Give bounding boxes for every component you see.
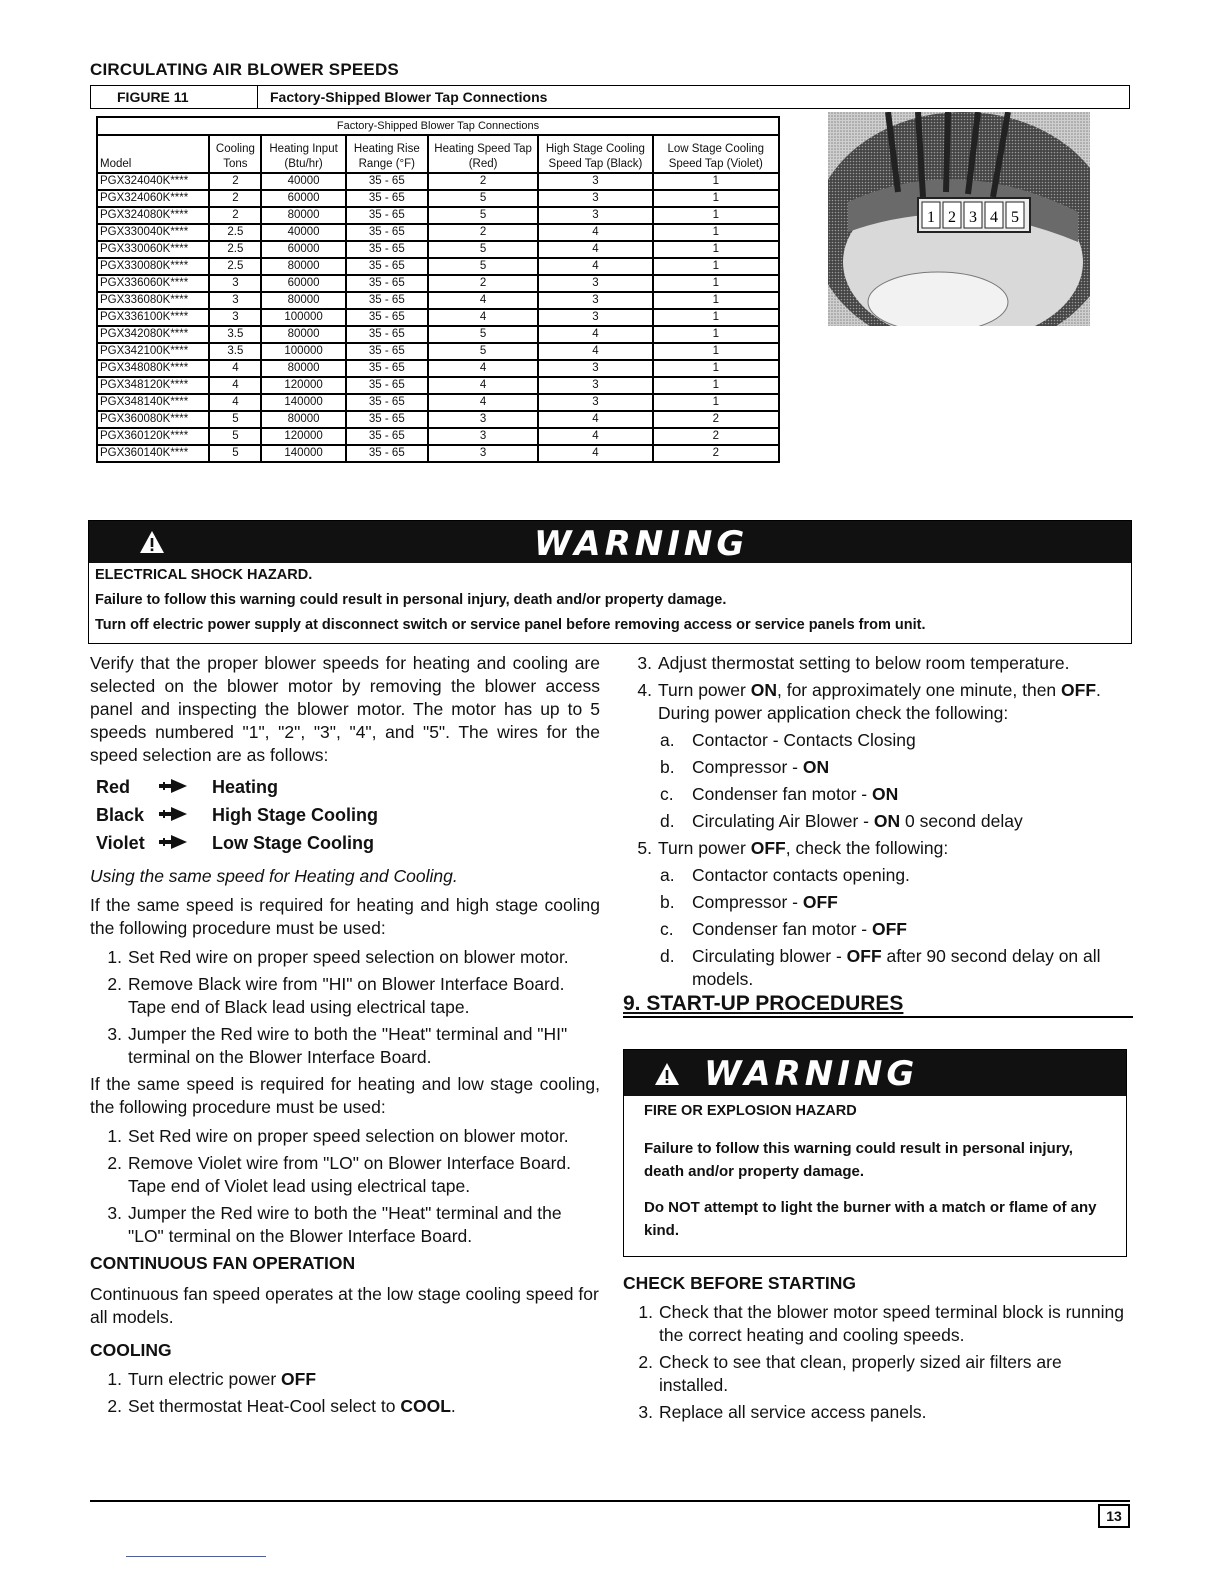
table-caption: Factory-Shipped Blower Tap Connections [97, 117, 779, 135]
figure-number: FIGURE 11 [91, 86, 258, 108]
startup-heading: 9. START-UP PROCEDURES [623, 992, 904, 1015]
table-cell: 3.5 [209, 326, 261, 343]
high-stage-steps [90, 946, 600, 1069]
table-cell: 5 [428, 343, 538, 360]
table-cell: 2 [653, 411, 779, 428]
table-cell: 2 [428, 275, 538, 292]
table-cell: 5 [428, 207, 538, 224]
table-cell: 35 - 65 [346, 326, 428, 343]
table-cell: 80000 [261, 411, 345, 428]
table-cell: 35 - 65 [346, 241, 428, 258]
table-cell: 40000 [261, 224, 345, 241]
table-row [97, 377, 779, 394]
figure-caption: Factory-Shipped Blower Tap Connections [270, 89, 548, 105]
list-item: 3. Replace all service access panels. [638, 1402, 927, 1422]
arrow-icon [158, 804, 212, 827]
check-steps [623, 1301, 1135, 1424]
cooling-step-5 [630, 837, 1135, 860]
wire-color-row [96, 801, 600, 829]
footer-rule [90, 1500, 1130, 1502]
table-cell: 40000 [261, 173, 345, 190]
table-cell: 35 - 65 [346, 343, 428, 360]
table-cell: 35 - 65 [346, 275, 428, 292]
table-row [97, 309, 779, 326]
model-cell: PGX324080K**** [97, 207, 209, 224]
table-row [97, 241, 779, 258]
table-cell: 5 [209, 411, 261, 428]
table-cell: 3 [428, 428, 538, 445]
low-stage-steps [90, 1125, 600, 1248]
table-cell: 4 [428, 292, 538, 309]
blower-terminal-illustration [828, 112, 1090, 326]
warning-instruction: Turn off electric power supply at disconnect switch or service panel before removing access or service panels from unit. [95, 617, 926, 633]
table-row [97, 360, 779, 377]
table-cell: 1 [653, 326, 779, 343]
model-cell: PGX324060K**** [97, 190, 209, 207]
table-cell: 1 [653, 207, 779, 224]
warning-consequence: Failure to follow this warning could result in personal injury, death and/or property damage. [95, 592, 727, 608]
table-cell: 5 [428, 241, 538, 258]
blower-terminal-photo [828, 112, 1090, 326]
table-cell: 5 [428, 190, 538, 207]
table-cell: 1 [653, 377, 779, 394]
table-cell: 1 [653, 224, 779, 241]
table-cell: 2 [653, 445, 779, 462]
table-cell: 4 [209, 360, 261, 377]
right-column [630, 652, 1135, 995]
terminal-label: 2 [948, 209, 956, 226]
warning-title: WARNING [704, 1054, 919, 1094]
table-cell: 3 [538, 377, 652, 394]
fire-warning-box [623, 1049, 1127, 1257]
wire-color-row [96, 773, 600, 801]
electrical-warning-box [88, 520, 1132, 644]
table-cell: 35 - 65 [346, 207, 428, 224]
table-cell: 1 [653, 292, 779, 309]
figure-caption-bar [90, 85, 1130, 109]
list-item: 1. Turn electric power OFF [107, 1369, 317, 1389]
list-item: 2. Set thermostat Heat-Cool select to COOL. [107, 1396, 456, 1416]
table-cell: 2 [209, 173, 261, 190]
model-cell: PGX348120K**** [97, 377, 209, 394]
table-cell: 35 - 65 [346, 394, 428, 411]
table-cell: 120000 [261, 428, 345, 445]
table-cell: 35 - 65 [346, 428, 428, 445]
model-cell: PGX360140K**** [97, 445, 209, 462]
table-cell: 4 [428, 394, 538, 411]
list-item: a. Contactor - Contacts Closing [660, 730, 916, 750]
table-cell: 3 [209, 292, 261, 309]
table-row [97, 326, 779, 343]
table-cell: 3 [538, 394, 652, 411]
table-cell: 5 [428, 258, 538, 275]
table-cell: 3 [538, 190, 652, 207]
table-cell: 1 [653, 309, 779, 326]
model-cell: PGX360120K**** [97, 428, 209, 445]
wire-color: Red [96, 776, 131, 797]
column-header: Heating Speed Tap (Red) [428, 135, 538, 173]
model-cell: PGX342100K**** [97, 343, 209, 360]
table-row [97, 190, 779, 207]
table-cell: 1 [653, 394, 779, 411]
table-cell: 4 [428, 377, 538, 394]
list-item: 2. Remove Black wire from "HI" on Blower Interface Board. Tape end of Black lead using electrical tape. [107, 974, 565, 1017]
check-before-starting [623, 1272, 1135, 1428]
terminal-label: 5 [1011, 209, 1019, 226]
table-cell: 1 [653, 258, 779, 275]
table-cell: 140000 [261, 394, 345, 411]
table-row [97, 343, 779, 360]
table-cell: 4 [538, 241, 652, 258]
list-item: d. Circulating Air Blower - ON 0 second delay [660, 811, 1023, 831]
table-cell: 60000 [261, 241, 345, 258]
table-cell: 2.5 [209, 241, 261, 258]
wire-color-legend [96, 773, 600, 857]
table-cell: 140000 [261, 445, 345, 462]
cooling-steps-continued [630, 652, 1135, 725]
section-title: CIRCULATING AIR BLOWER SPEEDS [90, 60, 399, 79]
wire-color: Black [96, 804, 145, 825]
terminal-label: 4 [990, 209, 998, 226]
table-cell: 2 [653, 428, 779, 445]
table-cell: 80000 [261, 326, 345, 343]
table-cell: 2.5 [209, 258, 261, 275]
list-item: c. Condenser fan motor - OFF [660, 919, 907, 939]
column-header: Heating Rise Range (°F) [346, 135, 428, 173]
table-row [97, 258, 779, 275]
list-item: b. Compressor - ON [660, 757, 830, 777]
left-column [90, 652, 600, 1422]
same-speed-heading: Using the same speed for Heating and Cooling. [90, 866, 458, 886]
table-cell: 3.5 [209, 343, 261, 360]
table-cell: 3 [538, 309, 652, 326]
warning-triangle-icon [654, 1062, 680, 1086]
table-cell: 3 [538, 207, 652, 224]
warning-hazard: ELECTRICAL SHOCK HAZARD. [95, 567, 313, 583]
table-cell: 3 [538, 275, 652, 292]
table-row [97, 411, 779, 428]
list-item: 1. Check that the blower motor speed terminal block is running the correct heating and cooling speeds. [638, 1302, 1124, 1345]
table-cell: 2 [428, 173, 538, 190]
list-item: 5. Turn power OFF, check the following: [637, 838, 949, 858]
cooling-steps [90, 1368, 600, 1418]
column-header: Cooling Tons [209, 135, 261, 173]
model-cell: PGX348140K**** [97, 394, 209, 411]
table-cell: 4 [538, 258, 652, 275]
list-item: 3. Jumper the Red wire to both the "Heat" terminal and "HI" terminal on the Blower Interface Board. [107, 1024, 568, 1067]
table-cell: 4 [538, 224, 652, 241]
table-cell: 2 [209, 207, 261, 224]
table-cell: 3 [538, 292, 652, 309]
table-cell: 100000 [261, 309, 345, 326]
table-cell: 80000 [261, 207, 345, 224]
model-cell: PGX360080K**** [97, 411, 209, 428]
list-item: 2. Check to see that clean, properly sized air filters are installed. [638, 1352, 1062, 1395]
heading-rule [623, 1016, 1133, 1018]
table-cell: 3 [428, 445, 538, 462]
table-row [97, 292, 779, 309]
table-row [97, 224, 779, 241]
table-cell: 35 - 65 [346, 258, 428, 275]
table-cell: 4 [538, 445, 652, 462]
check-heading: CHECK BEFORE STARTING [623, 1273, 857, 1293]
power-off-checks [660, 864, 1135, 991]
arrow-icon [158, 776, 212, 799]
model-cell: PGX330080K**** [97, 258, 209, 275]
table-cell: 4 [538, 411, 652, 428]
table-cell: 35 - 65 [346, 445, 428, 462]
model-cell: PGX336100K**** [97, 309, 209, 326]
list-item: 2. Remove Violet wire from "LO" on Blower Interface Board. Tape end of Violet lead using electrical tape. [107, 1153, 571, 1196]
table-cell: 4 [428, 309, 538, 326]
list-item: 1. Set Red wire on proper speed selection on blower motor. [107, 947, 569, 967]
warning-band [624, 1050, 1126, 1096]
intro-paragraph: Verify that the proper blower speeds for heating and cooling are selected on the blower motor by removing the blower access panel and inspecting the blower motor. The motor has up to 5 speeds numbered "1", "2", "3", "4", and "5". The wires for the speed selection are as follows: [90, 653, 600, 765]
model-cell: PGX330040K**** [97, 224, 209, 241]
list-item: b. Compressor - OFF [660, 892, 838, 912]
table-cell: 1 [653, 343, 779, 360]
power-on-checks [660, 729, 1135, 833]
table-cell: 4 [209, 394, 261, 411]
table-row [97, 445, 779, 462]
table-cell: 35 - 65 [346, 360, 428, 377]
table-cell: 5 [428, 326, 538, 343]
list-item: 3. Jumper the Red wire to both the "Heat" terminal and the "LO" terminal on the Blower Interface Board. [107, 1203, 562, 1246]
table-cell: 35 - 65 [346, 173, 428, 190]
table-cell: 3 [209, 309, 261, 326]
model-cell: PGX348080K**** [97, 360, 209, 377]
table-cell: 4 [209, 377, 261, 394]
table-row [97, 394, 779, 411]
table-cell: 35 - 65 [346, 224, 428, 241]
table-cell: 2 [209, 190, 261, 207]
model-cell: PGX336080K**** [97, 292, 209, 309]
list-item: c. Condenser fan motor - ON [660, 784, 899, 804]
table-cell: 4 [538, 326, 652, 343]
table-cell: 35 - 65 [346, 292, 428, 309]
scan-artifact-line [126, 1556, 266, 1557]
table-cell: 5 [209, 445, 261, 462]
table-cell: 4 [428, 360, 538, 377]
warning-title: WARNING [534, 524, 749, 564]
warning-band [89, 521, 1131, 563]
table-cell: 35 - 65 [346, 411, 428, 428]
table-cell: 35 - 65 [346, 377, 428, 394]
table-cell: 60000 [261, 190, 345, 207]
table-cell: 5 [209, 428, 261, 445]
wire-use: High Stage Cooling [212, 804, 378, 825]
model-cell: PGX324040K**** [97, 173, 209, 190]
column-header: Low Stage Cooling Speed Tap (Violet) [653, 135, 779, 173]
table-cell: 35 - 65 [346, 309, 428, 326]
terminal-label: 3 [969, 209, 977, 226]
warning-hazard: FIRE OR EXPLOSION HAZARD [644, 1103, 857, 1119]
table-row [97, 275, 779, 292]
blower-tap-table [96, 116, 780, 463]
list-item: d. Circulating blower - OFF after 90 second delay on all models. [660, 946, 1101, 989]
list-item: 1. Set Red wire on proper speed selection on blower motor. [107, 1126, 569, 1146]
table-cell: 1 [653, 360, 779, 377]
list-item: a. Contactor contacts opening. [660, 865, 910, 885]
table-cell: 2.5 [209, 224, 261, 241]
cooling-heading: COOLING [90, 1340, 172, 1360]
table-cell: 80000 [261, 292, 345, 309]
table-cell: 3 [428, 411, 538, 428]
warning-instruction: Do NOT attempt to light the burner with a match or flame of any kind. [644, 1199, 1097, 1239]
table-row [97, 173, 779, 190]
table-cell: 4 [538, 428, 652, 445]
table-cell: 80000 [261, 360, 345, 377]
page-number: 13 [1098, 1504, 1130, 1528]
table-cell: 1 [653, 241, 779, 258]
table-cell: 3 [538, 173, 652, 190]
table-cell: 2 [428, 224, 538, 241]
list-item: 4. Turn power ON, for approximately one minute, then OFF. During power application check the following: [637, 680, 1101, 723]
column-header: High Stage Cooling Speed Tap (Black) [538, 135, 652, 173]
wire-color: Violet [96, 832, 145, 853]
table-cell: 35 - 65 [346, 190, 428, 207]
warning-triangle-icon [139, 530, 165, 554]
table-cell: 100000 [261, 343, 345, 360]
high-stage-paragraph: If the same speed is required for heating and high stage cooling the following procedure must be used: [90, 895, 600, 938]
arrow-icon [158, 832, 212, 855]
continuous-fan-heading: CONTINUOUS FAN OPERATION [90, 1253, 356, 1273]
list-item: 3. Adjust thermostat setting to below room temperature. [637, 653, 1070, 673]
table-cell: 80000 [261, 258, 345, 275]
column-header: Heating Input (Btu/hr) [261, 135, 345, 173]
wire-color-row [96, 829, 600, 857]
table-cell: 4 [538, 343, 652, 360]
table-cell: 3 [209, 275, 261, 292]
table-cell: 1 [653, 173, 779, 190]
wire-use: Heating [212, 776, 279, 797]
low-stage-paragraph: If the same speed is required for heating and low stage cooling, the following procedure must be used: [90, 1074, 600, 1117]
table-row [97, 207, 779, 224]
model-cell: PGX330060K**** [97, 241, 209, 258]
table-cell: 1 [653, 275, 779, 292]
model-cell: PGX342080K**** [97, 326, 209, 343]
table-cell: 1 [653, 190, 779, 207]
table-cell: 60000 [261, 275, 345, 292]
wire-use: Low Stage Cooling [212, 832, 374, 853]
continuous-fan-text: Continuous fan speed operates at the low stage cooling speed for all models. [90, 1284, 599, 1327]
table-cell: 3 [538, 360, 652, 377]
model-cell: PGX336060K**** [97, 275, 209, 292]
warning-consequence: Failure to follow this warning could result in personal injury, death and/or property damage. [644, 1140, 1073, 1180]
table-row [97, 428, 779, 445]
table-cell: 120000 [261, 377, 345, 394]
column-header: Model [97, 135, 209, 173]
terminal-label: 1 [927, 209, 935, 226]
